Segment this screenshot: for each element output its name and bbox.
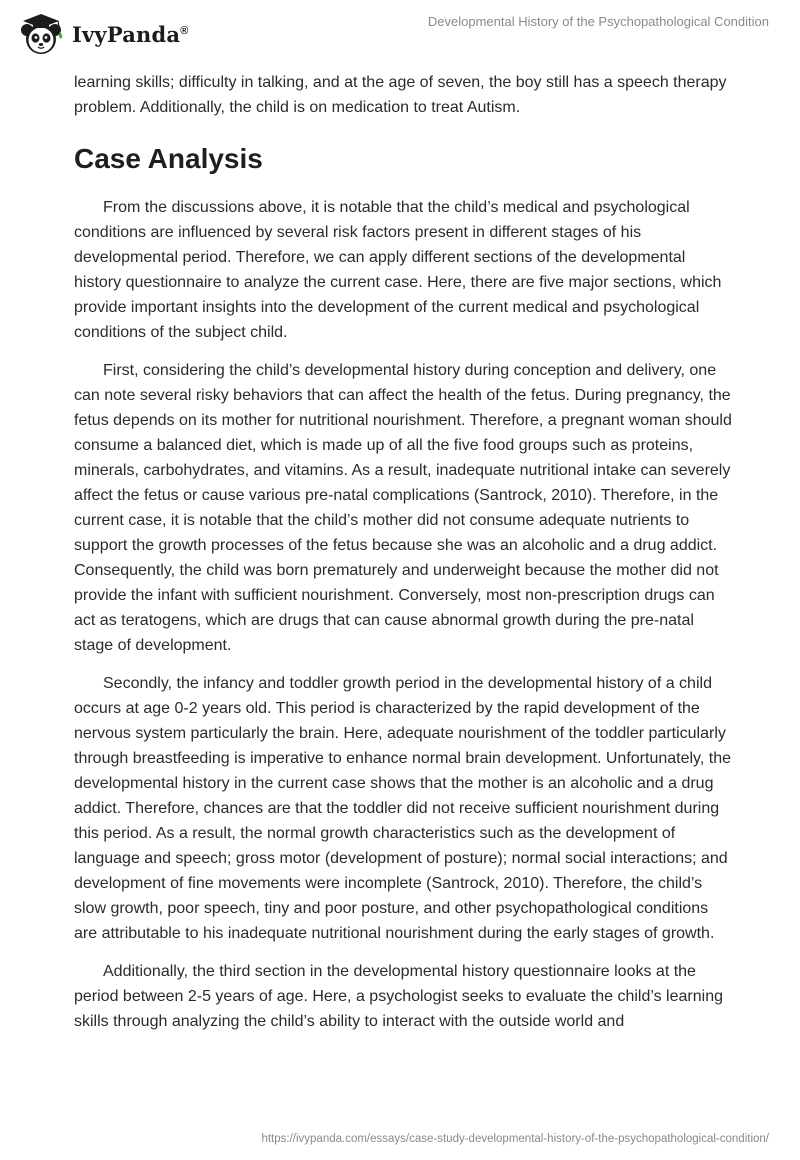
body-paragraph: From the discussions above, it is notable that the child’s medical and psychological conditions are influenced by several risk factors present in different stages of his developmental period. Therefore, we can apply different sections of the developmental history questionnaire to analyze the current case. Here, there are five major sections, which provide important insights into the development of the current medical and psychological conditions of the subject child.	[74, 199, 722, 341]
intro-paragraph: learning skills; difficulty in talking, and at the age of seven, the boy still has a speech therapy problem. Additionally, the child is on medication to treat Autism.	[74, 74, 727, 116]
panda-graduate-icon	[14, 8, 68, 58]
body-paragraph: Secondly, the infancy and toddler growth period in the developmental history of a child occurs at age 0-2 years old. This period is characterized by the rapid development of the nervous system particularly the brain. Here, adequate nourishment of the toddler particularly through breastfeeding is imperative to enhance normal brain development. Unfortunately, the developmental history in the current case shows that the mother is an alcoholic and a drug addict. Therefore, chances are that the toddler did not receive sufficient nourishment during this period. As a result, the normal growth characteristics such as the development of language and speech; gross motor (development of posture); normal social interactions; and development of fine movements were incomplete (Santrock, 2010). Therefore, the child’s slow growth, poor speech, tiny and poor posture, and other psychopathological conditions are attributable to his inadequate nutritional nourishment during the early stages of growth.	[74, 675, 731, 942]
running-title: Developmental History of the Psychopathological Condition	[427, 14, 769, 29]
section-heading: Case Analysis	[74, 143, 263, 174]
body-paragraph: Additionally, the third section in the developmental history questionnaire looks at the period between 2-5 years of age. Here, a psychologist seeks to evaluate the child’s learning skills through analyzing the child’s ability to interact with the outside world and	[74, 963, 723, 1030]
logo-wordmark: IvyPanda®	[72, 21, 189, 47]
page-header	[0, 0, 800, 70]
source-url[interactable]: https://ivypanda.com/essays/case-study-developmental-history-of-the-psychopathological-condition/	[261, 1133, 769, 1145]
ivypanda-logo[interactable]	[14, 8, 189, 58]
essay-content	[74, 70, 734, 1047]
body-paragraph: First, considering the child’s developmental history during conception and delivery, one can note several risky behaviors that can affect the health of the fetus. During pregnancy, the fetus depends on its mother for nutritional nourishment. Therefore, a pregnant woman should consume a balanced diet, which is made up of all the five food groups such as proteins, minerals, carbohydrates, and vitamins. As a result, inadequate nutritional intake can severely affect the fetus or cause various pre-natal complications (Santrock, 2010). Therefore, in the current case, it is notable that the child’s mother did not consume adequate nutrients to support the growth processes of the fetus because she was an alcoholic and a drug addict. Consequently, the child was born prematurely and underweight because the mother did not provide the infant with sufficient nourishment. Conversely, most non-prescription drugs can act as teratogens, which are drugs that can cause abnormal growth during the pre-natal stage of development.	[74, 362, 732, 654]
